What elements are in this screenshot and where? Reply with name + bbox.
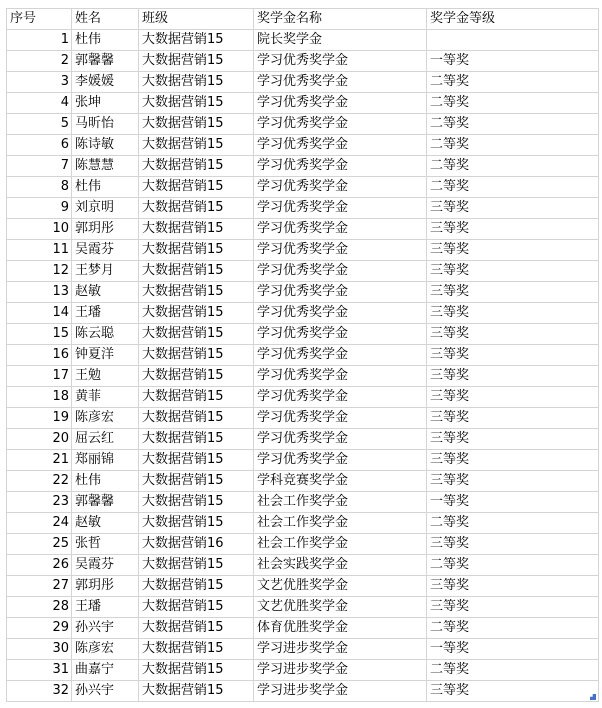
table-row bbox=[7, 471, 599, 492]
table-cell[interactable]: 社会工作奖学金 bbox=[254, 534, 427, 555]
table-cell[interactable]: 23 bbox=[7, 492, 72, 513]
table-cell[interactable]: 李媛媛 bbox=[72, 72, 139, 93]
table-cell[interactable]: 钟夏洋 bbox=[72, 345, 139, 366]
table-cell[interactable]: 学习优秀奖学金 bbox=[254, 366, 427, 387]
table-cell[interactable]: 大数据营销15 bbox=[139, 345, 254, 366]
table-cell[interactable]: 大数据营销15 bbox=[139, 135, 254, 156]
table-cell[interactable]: 7 bbox=[7, 156, 72, 177]
table-cell[interactable]: 二等奖 bbox=[427, 618, 599, 639]
table-row bbox=[7, 324, 599, 345]
table-cell[interactable]: 大数据营销15 bbox=[139, 303, 254, 324]
table-row bbox=[7, 30, 599, 51]
table-cell[interactable]: 杜伟 bbox=[72, 471, 139, 492]
table-cell[interactable]: 学习优秀奖学金 bbox=[254, 261, 427, 282]
table-cell[interactable]: 陈彦宏 bbox=[72, 639, 139, 660]
table-cell[interactable]: 31 bbox=[7, 660, 72, 681]
table-cell[interactable]: 学习优秀奖学金 bbox=[254, 219, 427, 240]
table-cell[interactable]: 27 bbox=[7, 576, 72, 597]
table-cell[interactable]: 大数据营销15 bbox=[139, 72, 254, 93]
table-cell[interactable]: 张哲 bbox=[72, 534, 139, 555]
table-cell[interactable]: 社会实践奖学金 bbox=[254, 555, 427, 576]
table-cell[interactable]: 学习优秀奖学金 bbox=[254, 114, 427, 135]
table-cell[interactable]: 三等奖 bbox=[427, 471, 599, 492]
table-cell[interactable]: 三等奖 bbox=[427, 282, 599, 303]
table-cell[interactable]: 郭馨馨 bbox=[72, 492, 139, 513]
table-cell[interactable]: 二等奖 bbox=[427, 135, 599, 156]
table-cell[interactable] bbox=[427, 30, 599, 51]
table-cell[interactable]: 大数据营销15 bbox=[139, 450, 254, 471]
table-row bbox=[7, 534, 599, 555]
table-cell[interactable]: 大数据营销15 bbox=[139, 471, 254, 492]
table-cell[interactable]: 大数据营销15 bbox=[139, 51, 254, 72]
table-row bbox=[7, 51, 599, 72]
table-cell[interactable]: 二等奖 bbox=[427, 156, 599, 177]
table-row bbox=[7, 345, 599, 366]
table-row bbox=[7, 261, 599, 282]
table-cell[interactable]: 三等奖 bbox=[427, 597, 599, 618]
table-cell[interactable]: 陈诗敏 bbox=[72, 135, 139, 156]
table-row bbox=[7, 429, 599, 450]
table-cell[interactable]: 大数据营销15 bbox=[139, 198, 254, 219]
table-cell[interactable]: 大数据营销15 bbox=[139, 261, 254, 282]
table-cell[interactable]: 32 bbox=[7, 681, 72, 702]
table-cell[interactable]: 二等奖 bbox=[427, 555, 599, 576]
table-cell[interactable]: 王璠 bbox=[72, 597, 139, 618]
table-cell[interactable]: 28 bbox=[7, 597, 72, 618]
scholarship-table bbox=[6, 8, 599, 702]
table-cell[interactable]: 学习进步奖学金 bbox=[254, 681, 427, 702]
table-cell[interactable]: 大数据营销15 bbox=[139, 513, 254, 534]
table-cell[interactable]: 大数据营销15 bbox=[139, 114, 254, 135]
table-cell[interactable]: 学科竞赛奖学金 bbox=[254, 471, 427, 492]
table-cell[interactable]: 王梦月 bbox=[72, 261, 139, 282]
table-cell[interactable]: 孙兴宇 bbox=[72, 681, 139, 702]
table-cell[interactable]: 14 bbox=[7, 303, 72, 324]
table-cell[interactable]: 三等奖 bbox=[427, 450, 599, 471]
table-row bbox=[7, 114, 599, 135]
table-cell[interactable]: 13 bbox=[7, 282, 72, 303]
column-header[interactable]: 姓名 bbox=[72, 9, 139, 30]
table-row bbox=[7, 660, 599, 681]
table-cell[interactable]: 学习进步奖学金 bbox=[254, 660, 427, 681]
table-cell[interactable]: 三等奖 bbox=[427, 387, 599, 408]
table-cell[interactable]: 马昕怡 bbox=[72, 114, 139, 135]
table-row bbox=[7, 219, 599, 240]
table-cell[interactable]: 1 bbox=[7, 30, 72, 51]
table-cell[interactable]: 学习优秀奖学金 bbox=[254, 156, 427, 177]
column-header[interactable]: 序号 bbox=[7, 9, 72, 30]
table-cell[interactable]: 三等奖 bbox=[427, 324, 599, 345]
table-row bbox=[7, 240, 599, 261]
table-cell[interactable]: 吴霞芬 bbox=[72, 555, 139, 576]
table-cell[interactable]: 大数据营销16 bbox=[139, 534, 254, 555]
table-row bbox=[7, 198, 599, 219]
table-cell[interactable]: 学习进步奖学金 bbox=[254, 639, 427, 660]
table-cell[interactable]: 29 bbox=[7, 618, 72, 639]
table-cell[interactable]: 郑丽锦 bbox=[72, 450, 139, 471]
table-cell[interactable]: 8 bbox=[7, 177, 72, 198]
table-cell[interactable]: 屈云红 bbox=[72, 429, 139, 450]
table-cell[interactable]: 18 bbox=[7, 387, 72, 408]
table-row bbox=[7, 450, 599, 471]
table-cell[interactable]: 三等奖 bbox=[427, 261, 599, 282]
table-cell[interactable]: 5 bbox=[7, 114, 72, 135]
table-cell[interactable]: 陈彦宏 bbox=[72, 408, 139, 429]
table-row bbox=[7, 492, 599, 513]
table-row bbox=[7, 72, 599, 93]
table-cell[interactable]: 孙兴宇 bbox=[72, 618, 139, 639]
table-cell[interactable]: 学习优秀奖学金 bbox=[254, 324, 427, 345]
table-row bbox=[7, 408, 599, 429]
table-row bbox=[7, 93, 599, 114]
table-cell[interactable]: 二等奖 bbox=[427, 114, 599, 135]
table-cell[interactable]: 三等奖 bbox=[427, 219, 599, 240]
table-cell[interactable]: 三等奖 bbox=[427, 345, 599, 366]
table-row bbox=[7, 387, 599, 408]
table-cell[interactable]: 22 bbox=[7, 471, 72, 492]
table-cell[interactable]: 三等奖 bbox=[427, 408, 599, 429]
table-cell[interactable]: 三等奖 bbox=[427, 240, 599, 261]
table-cell[interactable]: 大数据营销15 bbox=[139, 408, 254, 429]
table-cell[interactable]: 10 bbox=[7, 219, 72, 240]
table-cell[interactable]: 杜伟 bbox=[72, 30, 139, 51]
table-cell[interactable]: 刘京明 bbox=[72, 198, 139, 219]
table-cell[interactable]: 大数据营销15 bbox=[139, 618, 254, 639]
table-cell[interactable]: 体育优胜奖学金 bbox=[254, 618, 427, 639]
table-cell[interactable]: 9 bbox=[7, 198, 72, 219]
table-cell[interactable]: 大数据营销15 bbox=[139, 492, 254, 513]
table-cell[interactable]: 三等奖 bbox=[427, 681, 599, 702]
table-cell[interactable]: 学习优秀奖学金 bbox=[254, 93, 427, 114]
table-cell[interactable]: 学习优秀奖学金 bbox=[254, 450, 427, 471]
table-cell[interactable]: 三等奖 bbox=[427, 198, 599, 219]
table-cell[interactable]: 大数据营销15 bbox=[139, 93, 254, 114]
table-cell[interactable]: 黄菲 bbox=[72, 387, 139, 408]
table-cell[interactable]: 三等奖 bbox=[427, 576, 599, 597]
table-cell[interactable]: 15 bbox=[7, 324, 72, 345]
table-cell[interactable]: 社会工作奖学金 bbox=[254, 513, 427, 534]
table-row bbox=[7, 681, 599, 702]
table-row bbox=[7, 135, 599, 156]
table-cell[interactable]: 郭馨馨 bbox=[72, 51, 139, 72]
table-cell[interactable]: 19 bbox=[7, 408, 72, 429]
table-cell[interactable]: 社会工作奖学金 bbox=[254, 492, 427, 513]
table-cell[interactable]: 一等奖 bbox=[427, 492, 599, 513]
table-cell[interactable]: 大数据营销15 bbox=[139, 660, 254, 681]
table-cell[interactable]: 20 bbox=[7, 429, 72, 450]
table-cell[interactable]: 陈慧慧 bbox=[72, 156, 139, 177]
table-cell[interactable]: 大数据营销15 bbox=[139, 639, 254, 660]
header-row bbox=[7, 9, 599, 30]
table-body bbox=[7, 30, 599, 702]
table-cell[interactable]: 3 bbox=[7, 72, 72, 93]
table-cell[interactable]: 三等奖 bbox=[427, 366, 599, 387]
table-cell[interactable]: 学习优秀奖学金 bbox=[254, 198, 427, 219]
table-cell[interactable]: 16 bbox=[7, 345, 72, 366]
table-row bbox=[7, 513, 599, 534]
table-cell[interactable]: 30 bbox=[7, 639, 72, 660]
column-header[interactable]: 奖学金名称 bbox=[254, 9, 427, 30]
table-cell[interactable]: 大数据营销15 bbox=[139, 429, 254, 450]
table-cell[interactable]: 24 bbox=[7, 513, 72, 534]
table-cell[interactable]: 学习优秀奖学金 bbox=[254, 303, 427, 324]
table-cell[interactable]: 二等奖 bbox=[427, 72, 599, 93]
table-cell[interactable]: 杜伟 bbox=[72, 177, 139, 198]
table-cell[interactable]: 赵敏 bbox=[72, 282, 139, 303]
table-cell[interactable]: 学习优秀奖学金 bbox=[254, 135, 427, 156]
table-cell[interactable]: 大数据营销15 bbox=[139, 282, 254, 303]
table-cell[interactable]: 院长奖学金 bbox=[254, 30, 427, 51]
table-cell[interactable]: 王勉 bbox=[72, 366, 139, 387]
table-cell[interactable]: 二等奖 bbox=[427, 177, 599, 198]
table-cell[interactable]: 二等奖 bbox=[427, 93, 599, 114]
table-cell[interactable]: 曲嘉宁 bbox=[72, 660, 139, 681]
table-cell[interactable]: 郭玥彤 bbox=[72, 219, 139, 240]
table-cell[interactable]: 一等奖 bbox=[427, 51, 599, 72]
table-cell[interactable]: 学习优秀奖学金 bbox=[254, 345, 427, 366]
table-cell[interactable]: 学习优秀奖学金 bbox=[254, 387, 427, 408]
table-cell[interactable]: 大数据营销15 bbox=[139, 387, 254, 408]
table-cell[interactable]: 张坤 bbox=[72, 93, 139, 114]
table-cell[interactable]: 大数据营销15 bbox=[139, 156, 254, 177]
table-cell[interactable]: 26 bbox=[7, 555, 72, 576]
table-cell[interactable]: 12 bbox=[7, 261, 72, 282]
table-cell[interactable]: 25 bbox=[7, 534, 72, 555]
table-cell[interactable]: 学习优秀奖学金 bbox=[254, 177, 427, 198]
table-cell[interactable]: 赵敏 bbox=[72, 513, 139, 534]
table-cell[interactable]: 郭玥彤 bbox=[72, 576, 139, 597]
table-cell[interactable]: 大数据营销15 bbox=[139, 30, 254, 51]
table-cell[interactable]: 学习优秀奖学金 bbox=[254, 51, 427, 72]
table-cell[interactable]: 大数据营销15 bbox=[139, 177, 254, 198]
table-cell[interactable]: 三等奖 bbox=[427, 534, 599, 555]
table-cell[interactable]: 大数据营销15 bbox=[139, 681, 254, 702]
column-header[interactable]: 奖学金等级 bbox=[427, 9, 599, 30]
table-cell[interactable]: 大数据营销15 bbox=[139, 597, 254, 618]
table-cell[interactable]: 三等奖 bbox=[427, 429, 599, 450]
table-cell[interactable]: 学习优秀奖学金 bbox=[254, 408, 427, 429]
table-row bbox=[7, 366, 599, 387]
table-cell[interactable]: 王璠 bbox=[72, 303, 139, 324]
table-cell[interactable]: 大数据营销15 bbox=[139, 240, 254, 261]
table-cell[interactable]: 17 bbox=[7, 366, 72, 387]
table-row bbox=[7, 618, 599, 639]
table-cell[interactable]: 二等奖 bbox=[427, 513, 599, 534]
table-cell[interactable]: 吴霞芬 bbox=[72, 240, 139, 261]
table-row bbox=[7, 597, 599, 618]
table-cell[interactable]: 大数据营销15 bbox=[139, 219, 254, 240]
table-cell[interactable]: 学习优秀奖学金 bbox=[254, 429, 427, 450]
table-cell[interactable]: 学习优秀奖学金 bbox=[254, 72, 427, 93]
table-row bbox=[7, 303, 599, 324]
table-row bbox=[7, 576, 599, 597]
table-cell[interactable]: 三等奖 bbox=[427, 303, 599, 324]
table-row bbox=[7, 282, 599, 303]
table-cell[interactable]: 2 bbox=[7, 51, 72, 72]
table-cell[interactable]: 学习优秀奖学金 bbox=[254, 240, 427, 261]
table-row bbox=[7, 639, 599, 660]
table-cell[interactable]: 学习优秀奖学金 bbox=[254, 282, 427, 303]
table-cell[interactable]: 二等奖 bbox=[427, 660, 599, 681]
table-cell[interactable]: 6 bbox=[7, 135, 72, 156]
table-cell[interactable]: 大数据营销15 bbox=[139, 324, 254, 345]
table-cell[interactable]: 文艺优胜奖学金 bbox=[254, 576, 427, 597]
table-cell[interactable]: 21 bbox=[7, 450, 72, 471]
table-row bbox=[7, 156, 599, 177]
table-cell[interactable]: 大数据营销15 bbox=[139, 576, 254, 597]
table-cell[interactable]: 11 bbox=[7, 240, 72, 261]
table-cell[interactable]: 一等奖 bbox=[427, 639, 599, 660]
table-row bbox=[7, 177, 599, 198]
table-header bbox=[7, 9, 599, 30]
table-cell[interactable]: 4 bbox=[7, 93, 72, 114]
table-cell[interactable]: 大数据营销15 bbox=[139, 366, 254, 387]
column-header[interactable]: 班级 bbox=[139, 9, 254, 30]
table-cell[interactable]: 陈云聪 bbox=[72, 324, 139, 345]
table-cell[interactable]: 大数据营销15 bbox=[139, 555, 254, 576]
table-row bbox=[7, 555, 599, 576]
table-cell[interactable]: 文艺优胜奖学金 bbox=[254, 597, 427, 618]
